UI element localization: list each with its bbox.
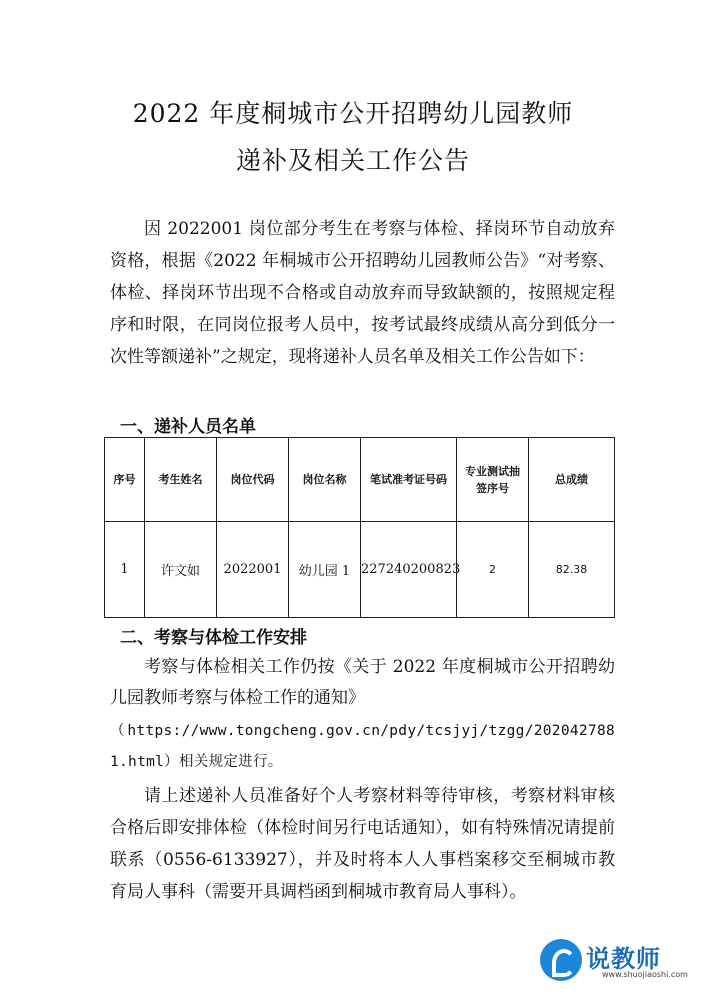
arrangement-paragraph: 考察与体检相关工作仍按《关于 2022 年度桐城市公开招聘幼儿园教师考察与体检工作的通知》 xyxy=(110,657,615,708)
watermark-url: www.shuojiaoshi.com xyxy=(602,970,688,979)
notice-url-text: （https://www.tongcheng.gov.cn/pdy/tcsjyj/tzgg/2020427881.html）相关规定进行。 xyxy=(110,723,615,770)
col-header-post-code: 岗位代码 xyxy=(217,438,289,522)
cell-ticket-number: 227240200823 xyxy=(361,522,457,618)
cell-index: 1 xyxy=(105,522,145,618)
cell-post-name: 幼儿园 1 xyxy=(289,522,361,618)
section2-heading: 二、考察与体检工作安排 xyxy=(120,628,307,648)
section1-heading: 一、递补人员名单 xyxy=(120,417,256,437)
instructions-paragraph: 请上述递补人员准备好个人考察材料等待审核，考察材料审核合格后即安排体检（体检时间另行电话通知），如有特殊情况请提前联系（0556-6133927），并及时将本人人事档案移交至桐城市教育局人事科（需要开具调档函到桐城市教育局人事科）。 xyxy=(110,786,615,902)
watermark-brand: 说教师 xyxy=(586,945,661,973)
table-header-row xyxy=(105,438,615,522)
cell-name: 许文如 xyxy=(145,522,217,618)
substitute-list-table xyxy=(104,437,615,618)
col-header-index: 序号 xyxy=(105,438,145,522)
cell-post-code: 2022001 xyxy=(217,522,289,618)
intro-paragraph: 因 2022001 岗位部分考生在考察与体检、择岗环节自动放弃资格，根据《2022 年桐城市公开招聘幼儿园教师公告》“对考察、体检、择岗环节出现不合格或自动放弃而导致缺额的，按照规定程序和时限，在同岗位报考人员中，按考试最终成绩从高分到低分一次性等额递补”之规定，现将递补人员名单及相关工作公告如下： xyxy=(110,219,615,367)
brand-logo-icon xyxy=(540,939,582,981)
table-row xyxy=(105,522,615,618)
col-header-post-name: 岗位名称 xyxy=(289,438,361,522)
col-header-total-score: 总成绩 xyxy=(529,438,615,522)
document-title-line1: 2022 年度桐城市公开招聘幼儿园教师 xyxy=(132,99,574,128)
col-header-ticket-number: 笔试准考证号码 xyxy=(361,438,457,522)
document-title-line2: 递补及相关工作公告 xyxy=(235,146,470,175)
cell-draw-number: 2 xyxy=(457,522,529,618)
watermark-logo xyxy=(540,937,700,987)
col-header-name: 考生姓名 xyxy=(145,438,217,522)
col-header-draw-number: 专业测试抽签序号 xyxy=(457,438,529,522)
cell-total-score: 82.38 xyxy=(529,522,615,618)
